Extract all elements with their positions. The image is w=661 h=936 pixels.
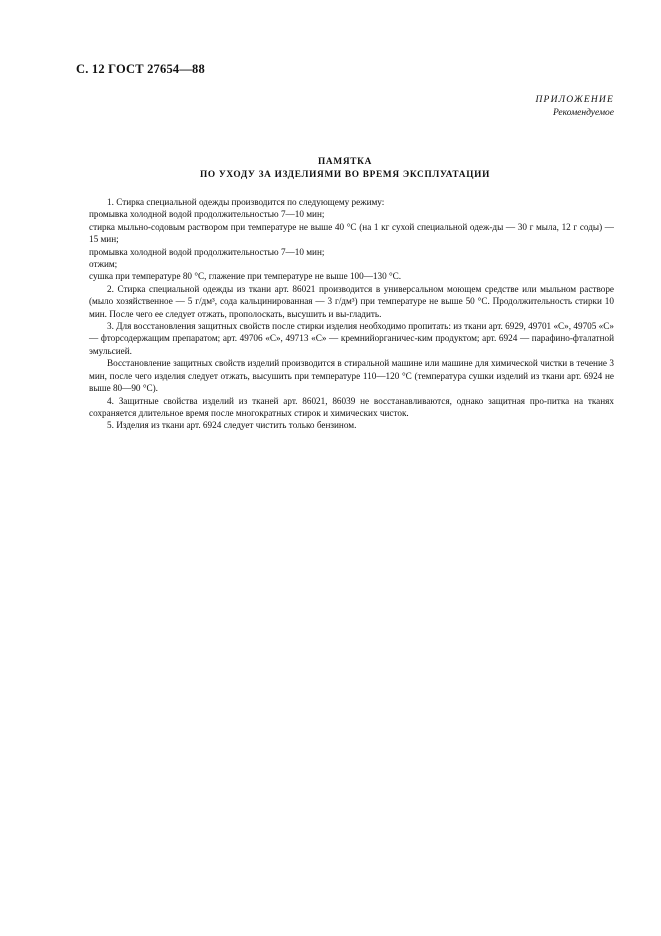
page-header: С. 12 ГОСТ 27654—88 (76, 62, 205, 76)
document-body (89, 196, 614, 432)
paragraph-1c: промывка холодной водой продолжительностью 7—10 мин; (89, 246, 325, 257)
paragraph-3: 3. Для восстановления защитных свойств после стирки изделия необходимо пропитать: из ткани арт. 6929, 49701 «С», 49705 «С» — фторсодержащим препаратом; арт. 49706 «С», 49713 «С» — кремнийорганичес-ким продуктом; арт. 6924 — парафино-фталатной эмульсией. (89, 321, 614, 356)
paragraph-1: 1. Стирка специальной одежды производится по следующему режиму: (107, 197, 385, 207)
paragraph-2: 2. Стирка специальной одежды из ткани арт. 86021 производится в универсальном моющем средстве или мыльном растворе (мыло хозяйственное — 5 г/дм³, сода кальцинированная — 3 г/дм³) при температуре не выше 50 °С. Продолжительность стирки 10 мин. После чего ее следует отжать, прополоскать, высушить и вы-гладить. (89, 283, 614, 319)
appendix-title: ПРИЛОЖЕНИЕ (535, 95, 614, 105)
title-line-1: ПАМЯТКА (318, 157, 372, 167)
document-title (76, 156, 614, 182)
paragraph-4: 4. Защитные свойства изделий из тканей арт. 86021, 86039 не восстанавливаются, однако защитная про-питка на тканях сохраняется длительное время после многократных стирок и химических чисток. (89, 395, 614, 418)
appendix-label (536, 94, 615, 120)
paragraph-1a: промывка холодной водой продолжительностью 7—10 мин; (89, 209, 325, 220)
paragraph-1e: сушка при температуре 80 °С, глажение при температуре не выше 100—130 °С. (89, 271, 402, 282)
appendix-subtitle: Рекомендуемое (552, 108, 614, 118)
paragraph-3a: Восстановление защитных свойств изделий производится в стиральной машине или машине для химической чистки в течение 3 мин, после чего изделия следует отжать, высушить при температуре 110—120 °С (температура сушки изделий из ткани арт. 6924 не выше 80—90 °С). (89, 358, 614, 394)
paragraph-1d: отжим; (89, 259, 118, 270)
paragraph-1b: стирка мыльно-содовым раствором при температуре не выше 40 °С (на 1 кг сухой специальной одеж-ды — 30 г мыла, 12 г соды) — 15 мин; (89, 221, 614, 245)
paragraph-5: 5. Изделия из ткани арт. 6924 следует чистить только бензином. (107, 420, 357, 431)
title-line-2: ПО УХОДУ ЗА ИЗДЕЛИЯМИ ВО ВРЕМЯ ЭКСПЛУАТАЦИИ (200, 170, 490, 180)
